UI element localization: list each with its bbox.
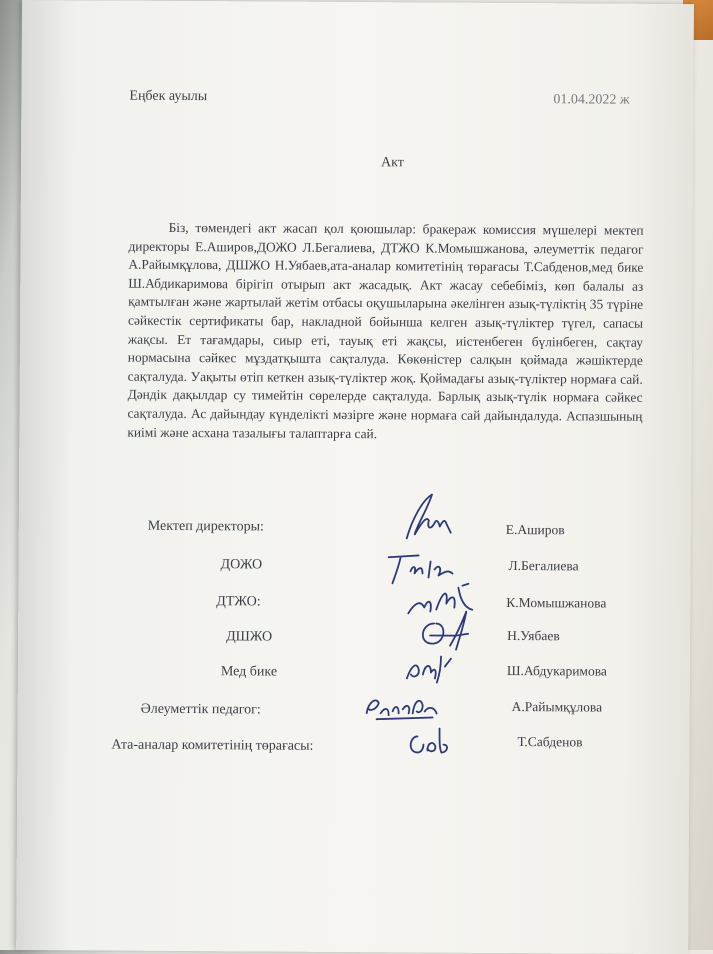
signature-role: Мед бике [221,664,277,680]
handwritten-signature [387,490,467,545]
signatory-name: Н.Уябаев [507,628,560,644]
signature-role: ДШЖО [226,629,272,645]
signatory-name: Ш.Абдукаримова [507,663,607,680]
signatory-name: К.Момышжанова [506,595,606,612]
signatory-name: Т.Сабденов [517,734,582,750]
signature-role: Ата-аналар комитетінің төрағасы: [111,738,313,755]
signatory-name: Е.Аширов [506,522,565,538]
signatory-name: А.Райымқұлова [512,699,603,716]
document-title: Акт [381,155,404,171]
signature-role: Әлеуметтік педагог: [141,702,261,719]
document-sheet [16,0,694,954]
document-date: 01.04.2022 ж [553,92,629,108]
signature-role: Мектеп директоры: [148,519,264,536]
document-body: Біз, төмендегі акт жасап қол қоюшылар: бракераж комиссия мүшелері мектеп директоры Е.Аширов,ДОЖО Л.Бегалиева, ДТЖО К.Момышжанова, әлеуметтік педагог А.Райымқұлова, ДШЖО Н.Уябаев,ата-аналар комитетінің төрағасы Т.Сабденов,мед бике Ш.Абдикаримова бірігіп отырып акт жасадық. Акт жасау себебіміз, көп балалы аз қамтылған және жартылай жетім отбасы оқушыларына әкелінген азық-түліктің 35 түріне сәйкестік сертификаты бар, накладной бойынша келген азық-түліктер түгел, сапасы жақсы. Ет тағамдары, сиыр еті, тауық еті жақсы, иістенбеген бүлінбеген, сақтау нормасына сәйкес мұздатқышта сақталуда. Көкөністер салқын қоймада жәшіктерде сақталуда. Уақыты өтіп кеткен азық-түліктер жоқ. Қоймадағы азық-түліктер нормаға сай. Дәндік дақылдар су тимейтін сөрелерде сақталуда. Барлық азық-түлік нормаға сәйкес сақталуда. Ас дайындау күнделікті мәзірге және нормаға сай дайындалуда. Аспазшының киімі және асхана тазалығы талаптарға сай. [127,219,643,445]
signature-block [22,0,694,4]
signatory-name: Л.Бегалиева [509,558,579,574]
document-place: Еңбек ауылы [129,89,207,105]
handwritten-signature [363,689,448,725]
signature-role: ДОЖО [221,557,263,573]
signature-role: ДТЖО: [216,594,260,610]
handwritten-signature [401,646,471,686]
handwritten-signature [403,724,463,759]
